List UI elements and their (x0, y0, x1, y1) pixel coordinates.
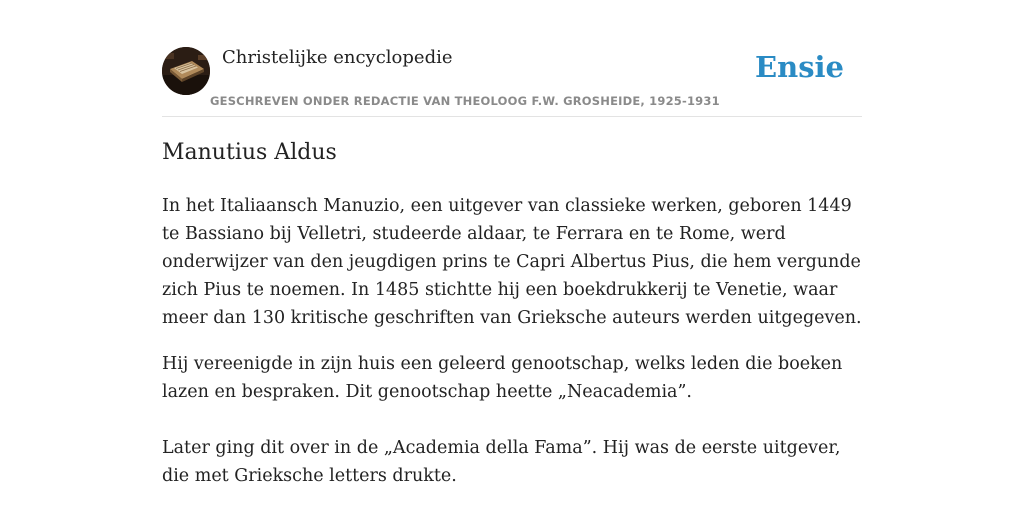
source-subtitle: GESCHREVEN ONDER REDACTIE VAN THEOLOOG F.W. GROSHEIDE, 1925-1931 (210, 94, 720, 108)
entry-paragraph: Hij vereenigde in zijn huis een geleerd genootschap, welks leden die boeken lazen en bespraken. Dit genootschap heette „Neacademia”. (162, 354, 843, 402)
source-avatar[interactable] (162, 47, 210, 95)
source-title[interactable]: Christelijke encyclopedie (222, 47, 453, 68)
entry-title: Manutius Aldus (162, 140, 337, 165)
entry-paragraph: In het Italiaansch Manuzio, een uitgever van classieke werken, geboren 1449 te Bassiano bij Velletri, studeerde aldaar, te Ferrara en te Rome, werd onderwijzer van den jeugdigen prins te Capri Albertus Pius, die hem vergunde zich Pius te noemen. In 1485 stichtte hij een boekdrukkerij te Venetie, waar meer dan 130 kritische geschriften van Grieksche auteurs werden uitgegeven. (162, 196, 862, 328)
entry-body (162, 192, 862, 490)
ensie-logo[interactable]: Ensie (755, 50, 844, 84)
book-photo-icon (162, 47, 210, 95)
source-header (162, 44, 862, 117)
entry-paragraph: Later ging dit over in de „Academia della Fama”. Hij was de eerste uitgever, die met Grieksche letters drukte. (162, 438, 841, 486)
